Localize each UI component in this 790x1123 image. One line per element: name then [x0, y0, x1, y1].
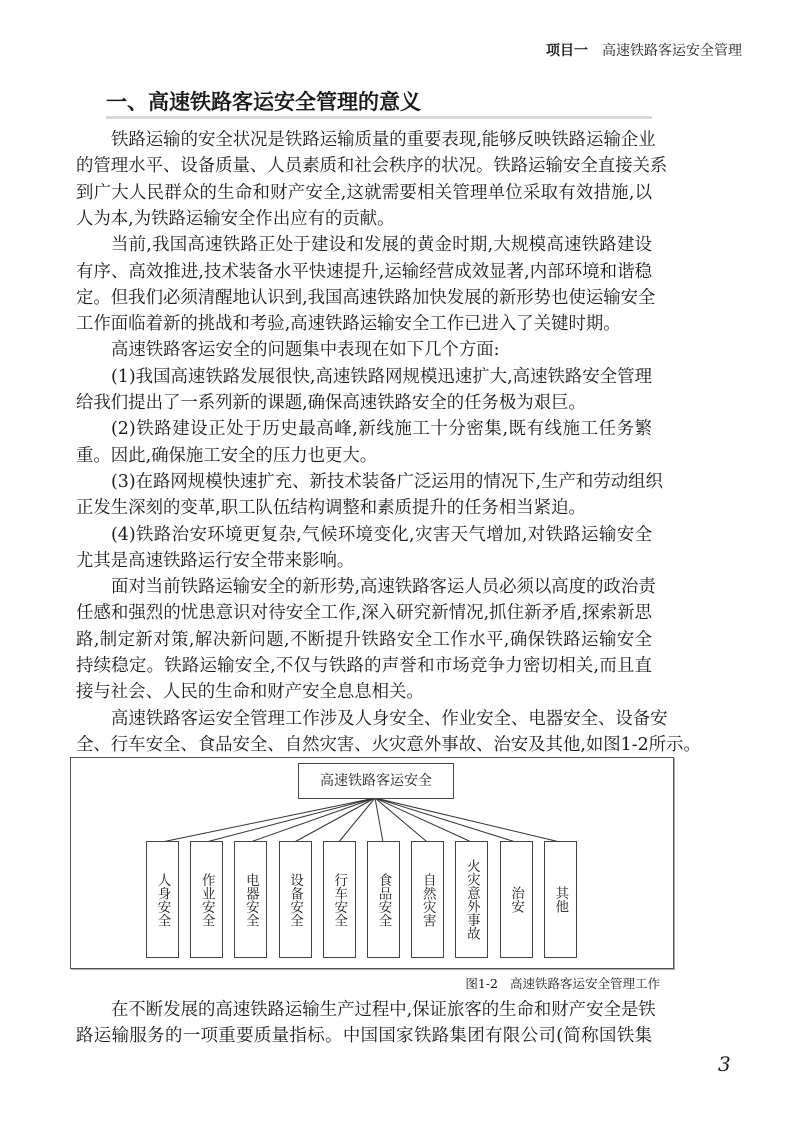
- connector-line: [295, 798, 375, 842]
- paragraph-line: 有序、高效推进,技术装备水平快速提升,运输经营成效显著,内部环境和谐稳: [76, 261, 652, 282]
- diagram-category-box: [367, 841, 400, 958]
- connector-line: [206, 798, 375, 842]
- paragraph-line: 任感和强烈的忧患意识对待安全工作,深入研究新情况,抓住新矛盾,探索新思: [76, 603, 652, 624]
- diagram-category-label: 作业安全: [198, 872, 215, 927]
- paragraph-line: 接与社会、人民的生命和财产安全息息相关。: [76, 682, 424, 703]
- diagram-category-label: 火灾意外事故: [463, 859, 480, 940]
- diagram-category-label: 治安: [508, 886, 525, 913]
- diagram-category-label: 行车安全: [331, 872, 348, 927]
- paragraph-line: 在不断发展的高速铁路运输生产过程中,保证旅客的生命和财产安全是铁: [111, 1000, 656, 1020]
- paragraph-line: 面对当前铁路运输安全的新形势,高速铁路客运人员必须以高度的政治责: [111, 577, 656, 598]
- paragraph-line: 定。但我们必须清醒地认识到,我国高速铁路加快发展的新形势也使运输安全: [76, 287, 656, 308]
- header-project: 项目一: [546, 43, 588, 59]
- paragraph-line: 高速铁路客运安全管理工作涉及人身安全、作业安全、电器安全、设备安: [111, 708, 668, 729]
- diagram-category-box: [455, 841, 488, 958]
- diagram-category-box: [411, 841, 444, 958]
- heading-underline: [106, 116, 652, 119]
- diagram-category-box: [234, 841, 267, 958]
- caption-title: 高速铁路客运安全管理工作: [509, 976, 660, 991]
- diagram-category-label: 电器安全: [242, 872, 259, 927]
- paragraph-line: (2)铁路建设正处于历史最高峰,新线施工十分密集,既有线施工任务繁: [111, 419, 652, 440]
- diagram-category-label: 设备安全: [287, 872, 304, 927]
- connector-line: [375, 798, 471, 842]
- paragraph-line: 路运输服务的一项重要质量指标。中国国家铁路集团有限公司(简称国铁集: [76, 1026, 652, 1047]
- running-header: [546, 40, 742, 60]
- diagram-category-label: 人身安全: [154, 872, 171, 927]
- diagram-category-box: [146, 841, 179, 958]
- paragraph-line: 的管理水平、设备质量、人员素质和社会秩序的状况。铁路运输安全直接关系: [76, 156, 668, 177]
- paragraph-line: (1)我国高速铁路发展很快,高速铁路网规模迅速扩大,高速铁路安全管理: [111, 366, 652, 387]
- diagram-category-box: [323, 841, 356, 958]
- header-title: 高速铁路客运安全管理: [602, 43, 742, 59]
- diagram-category-label: 其他: [552, 886, 569, 913]
- paragraph-line: 全、行车安全、食品安全、自然灾害、火灾意外事故、治安及其他,如图1-2所示。: [76, 734, 701, 755]
- figure-caption: [465, 974, 660, 992]
- paragraph-line: 到广大人民群众的生命和财产安全,这就需要相关管理单位采取有效措施,以: [76, 182, 652, 203]
- paragraph-line: 铁路运输的安全状况是铁路运输质量的重要表现,能够反映铁路运输企业: [111, 130, 656, 150]
- diagram-category-label: 自然灾害: [419, 872, 436, 927]
- connector-line: [375, 798, 383, 842]
- paragraph-line: 当前,我国高速铁路正处于建设和发展的黄金时期,大规模高速铁路建设: [111, 235, 652, 256]
- connector-line: [375, 798, 560, 842]
- paragraph-line: 给我们提出了一系列新的课题,确保高速铁路安全的任务极为艰巨。: [76, 393, 586, 413]
- paragraph-line: 正发生深刻的变革,职工队伍结构调整和素质提升的任务相当紧迫。: [76, 498, 586, 519]
- diagram-category-box: [544, 841, 577, 958]
- paragraph-line: 路,制定新对策,解决新问题,不断提升铁路安全工作水平,确保铁路运输安全: [76, 629, 652, 650]
- diagram-root-box: 高速铁路客运安全: [298, 763, 454, 799]
- page-number: 3: [718, 1052, 731, 1076]
- section-heading: 一、高速铁路客运安全管理的意义: [106, 90, 421, 114]
- paragraph-line: 人为本,为铁路运输安全作出应有的贡献。: [76, 208, 395, 229]
- diagram-category-box: [500, 841, 533, 958]
- paragraph-line: 高速铁路客运安全的问题集中表现在如下几个方面:: [111, 340, 500, 361]
- diagram-category-box: [190, 841, 223, 958]
- paragraph-line: 工作面临着新的挑战和考验,高速铁路运输安全工作已进入了关键时期。: [76, 314, 621, 335]
- figure-diagram: [70, 757, 674, 969]
- caption-number: 图1-2: [465, 976, 498, 991]
- paragraph-line: 尤其是高速铁路运行安全带来影响。: [76, 550, 355, 571]
- connector-line: [375, 798, 516, 842]
- paragraph-line: 重。因此,确保施工安全的压力也更大。: [76, 445, 378, 466]
- diagram-category-box: [279, 841, 312, 958]
- diagram-category-label: 食品安全: [375, 872, 392, 927]
- paragraph-line: (4)铁路治安环境更复杂,气候环境变化,灾害天气增加,对铁路运输安全: [111, 524, 652, 545]
- paragraph-line: 持续稳定。铁路运输安全,不仅与铁路的声誉和市场竞争力密切相关,而且直: [76, 656, 652, 676]
- paragraph-line: (3)在路网规模快速扩充、新技术装备广泛运用的情况下,生产和劳动组织: [111, 471, 663, 492]
